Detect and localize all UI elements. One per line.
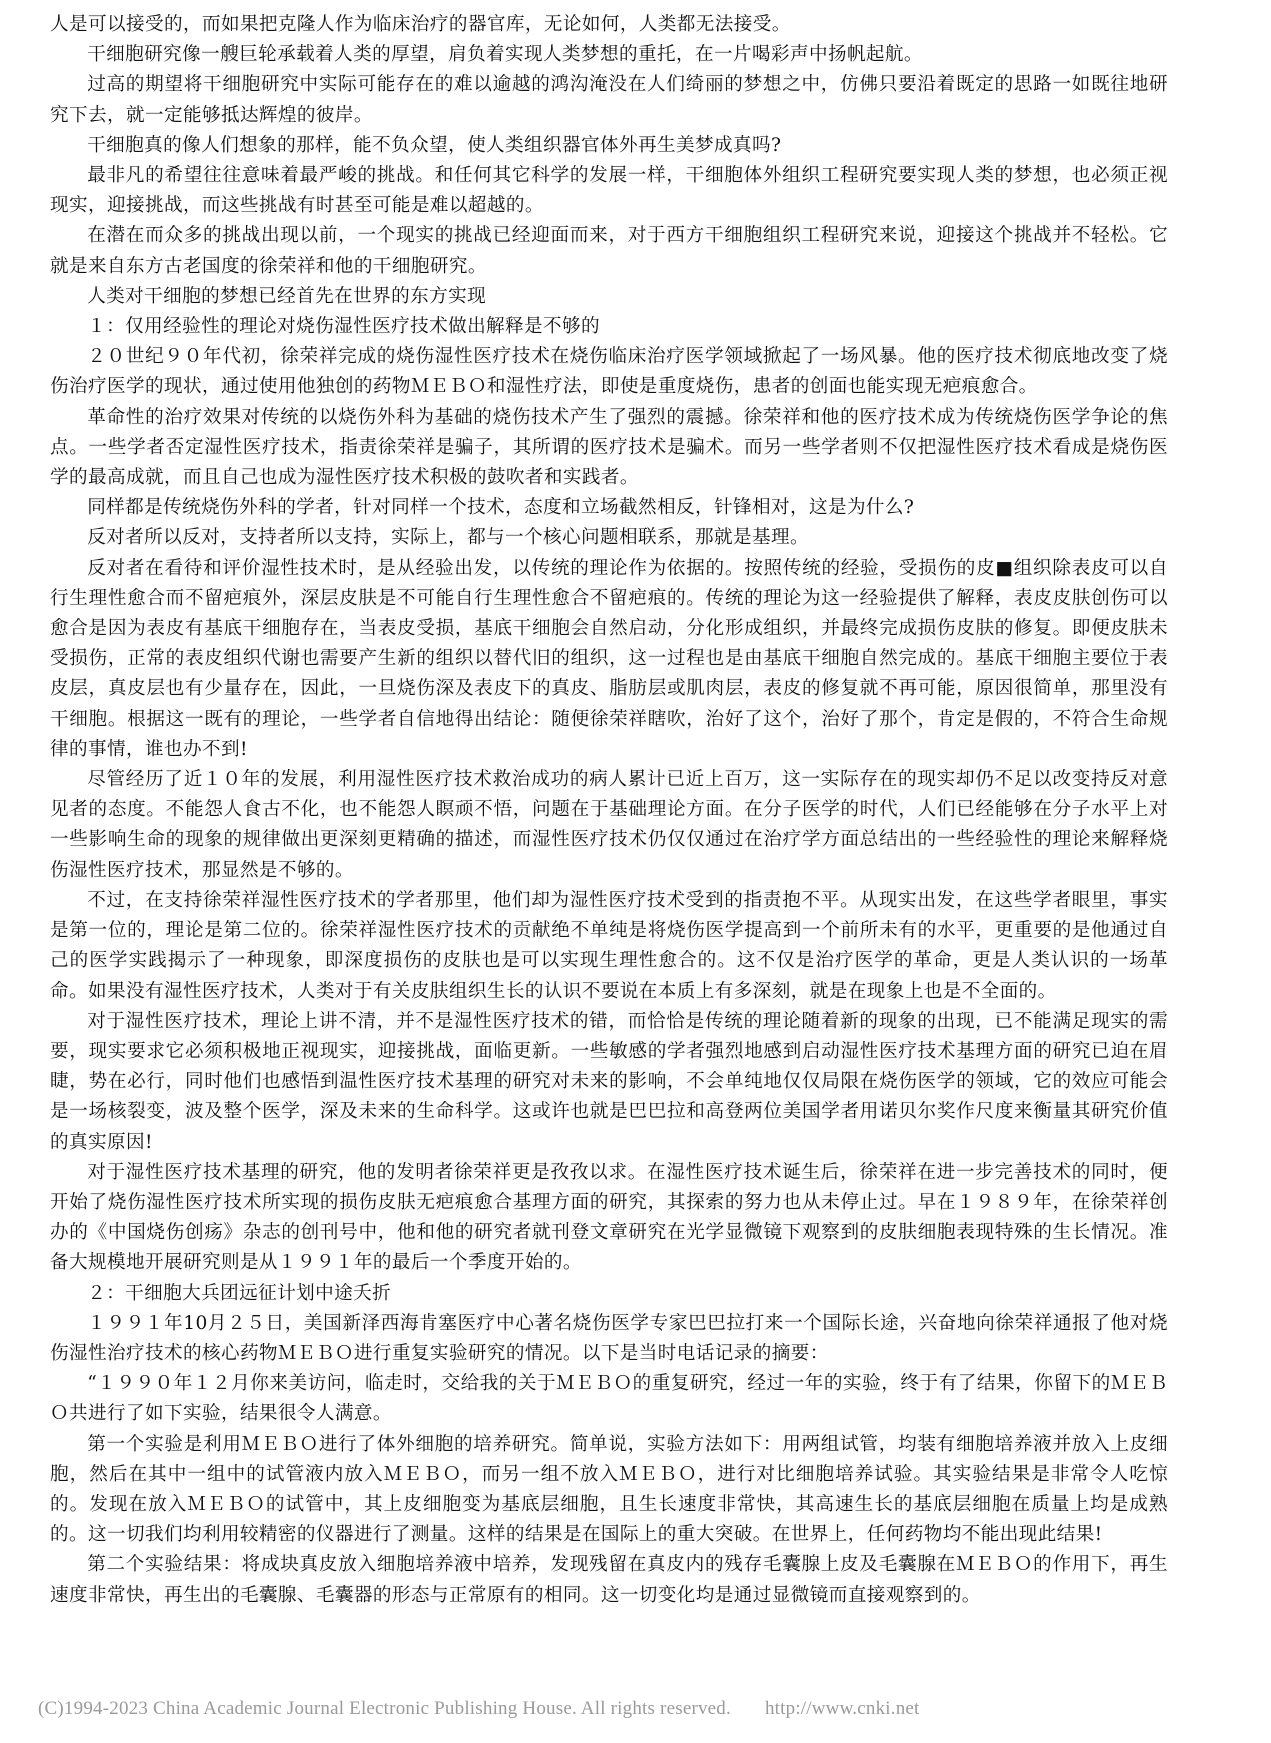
footer-url: http://www.cnki.net [764,1698,920,1719]
paragraph: 同样都是传统烧伤外科的学者，针对同样一个技术，态度和立场截然相反，针锋相对，这是为什么? [87,497,915,519]
paragraph: 革命性的治疗效果对传统的以烧伤外科为基础的烧伤技术产生了强烈的震撼。徐荣祥和他的医疗技术成为传统烧伤医学争论的焦点。一些学者否定湿性医疗技术，指责徐荣祥是骗子，其所谓的医疗技术是骗术。而另一些学者则不仅把湿性医疗技术看成是烧伤医学的最高成就，而且自己也成为湿性医疗技术积极的鼓吹者和实践者。 [50,406,1168,489]
article-body [50,10,1168,1611]
section-heading: 人类对干细胞的梦想已经首先在世界的东方实现 [87,285,487,307]
paragraph: 不过，在支持徐荣祥湿性医疗技术的学者那里，他们却为湿性医疗技术受到的指责抱不平。从现实出发，在这些学者眼里，事实是第一位的，理论是第二位的。徐荣祥湿性医疗技术的贡献绝不单纯是将烧伤医学提高到一个前所未有的水平，更重要的是他通过自己的医学实践揭示了一种现象，即深度损伤的皮肤也是可以实现生理性愈合的。这不仅是治疗医学的革命，更是人类认识的一场革命。如果没有湿性医疗技术，人类对于有关皮肤组织生长的认识不要说在本质上有多深刻，就是在现象上也是不全面的。 [50,889,1168,1002]
copyright-text: (C)1994-2023 China Academic Journal Electronic Publishing House. All rights reserved. [38,1698,731,1719]
paragraph: “１９９０年１２月你来美访问，临走时，交给我的关于ＭＥＢＯ的重复研究，经过一年的实验，终于有了结果，你留下的ＭＥＢＯ共进行了如下实验，结果很令人满意。 [50,1373,1168,1425]
subsection-heading: ２：干细胞大兵团远征计划中途夭折 [87,1282,392,1304]
paragraph: 尽管经历了近１０年的发展，利用湿性医疗技术救治成功的病人累计已近上百万，这一实际存在的现实却仍不足以改变持反对意见者的态度。不能怨人食古不化，也不能怨人瞑顽不悟，问题在于基础理论方面。在分子医学的时代，人们已经能够在分子水平上对一些影响生命的现象的规律做出更深刻更精确的描述，而湿性医疗技术仍仅仅通过在治疗学方面总结出的一些经验性的理论来解释烧伤湿性医疗技术，那显然是不够的。 [50,769,1168,881]
paragraph: 第一个实验是利用ＭＥＢＯ进行了体外细胞的培养研究。简单说，实验方法如下：用两组试管，均装有细胞培养液并放入上皮细胞，然后在其中一组中的试管液内放入ＭＥＢＯ，而另一组不放入ＭＥＢＯ，进行对比细胞培养试验。其实验结果是非常令人吃惊的。发现在放入ＭＥＢＯ的试管中，其上皮细胞变为基底层细胞，且生长速度非常快，其高速生长的基底层细胞在质量上均是成熟的。这一切我们均利用较精密的仪器进行了测量。这样的结果是在国际上的重大突破。在世界上，任何药物均不能出现此结果! [50,1433,1168,1546]
paragraph: 对于湿性医疗技术，理论上讲不清，并不是湿性医疗技术的错，而恰恰是传统的理论随着新的现象的出现，已不能满足现实的需要，现实要求它必须积极地正视现实，迎接挑战，面临更新。一些敏感的学者强烈地感到启动湿性医疗技术基理方面的研究已迫在眉睫，势在必行，同时他们也感悟到温性医疗技术基理的研究对未来的影响，不会单纯地仅仅局限在烧伤医学的领域，它的效应可能会是一场核裂变，波及整个医学，深及未来的生命科学。这或许也就是巴巴拉和高登两位美国学者用诺贝尔奖作尺度来衡量其研究价值的真实原因! [50,1010,1168,1153]
paragraph: 干细胞研究像一艘巨轮承载着人类的厚望，肩负着实现人类梦想的重托，在一片喝彩声中扬帆起航。 [87,44,923,66]
paragraph: 第二个实验结果：将成块真皮放入细胞培养液中培养，发现残留在真皮内的残存毛囊腺上皮及毛囊腺在ＭＥＢＯ的作用下，再生速度非常快，再生出的毛囊腺、毛囊器的形态与正常原有的相同。这一切变化均是通过显微镜而直接观察到的。 [50,1554,1168,1606]
paragraph: １９９１年10月２５日，美国新泽西海肯塞医疗中心著名烧伤医学专家巴巴拉打来一个国际长途，兴奋地向徐荣祥通报了他对烧伤湿性治疗技术的核心药物ＭＥＢＯ进行重复实验研究的情况。以下是当时电话记录的摘要： [50,1312,1168,1364]
paragraph: 反对者所以反对，支持者所以支持，实际上，都与一个核心问题相联系，那就是基理。 [87,527,809,549]
paragraph: 反对者在看待和评价湿性技术时，是从经验出发，以传统的理论作为依据的。按照传统的经验，受损伤的皮■组织除表皮可以自行生理性愈合而不留疤痕外，深层皮肤是不可能自行生理性愈合不留疤痕的。传统的理论为这一经验提供了解释，表皮皮肤创伤可以愈合是因为表皮有基底干细胞存在，当表皮受损，基底干细胞会自然启动，分化形成组织，并最终完成损伤皮肤的修复。即便皮肤未受损伤，正常的表皮组织代谢也需要产生新的组织以替代旧的组织，这一过程也是由基底干细胞自然完成的。基底干细胞主要位于表皮层，真皮层也有少量存在，因此，一旦烧伤深及表皮下的真皮、脂肪层或肌肉层，表皮的修复就不再可能，原因很简单，那里没有干细胞。根据这一既有的理论，一些学者自信地得出结论：随便徐荣祥瞎吹，治好了这个，治好了那个，肯定是假的，不符合生命规律的事情，谁也办不到! [50,557,1168,760]
paragraph: 过高的期望将干细胞研究中实际可能存在的难以逾越的鸿沟淹没在人们绮丽的梦想之中，仿佛只要沿着既定的思路一如既往地研究下去，就一定能够抵达辉煌的彼岸。 [50,74,1168,126]
paragraph: 最非凡的希望往往意味着最严峻的挑战。和任何其它科学的发展一样，干细胞体外组织工程研究要实现人类的梦想，也必须正视现实，迎接挑战，而这些挑战有时甚至可能是难以超越的。 [50,165,1168,217]
paragraph: ２０世纪９０年代初，徐荣祥完成的烧伤湿性医疗技术在烧伤临床治疗医学领域掀起了一场风暴。他的医疗技术彻底地改变了烧伤治疗医学的现状，通过使用他独创的药物ＭＥＢＯ和湿性疗法，即使是重度烧伤，患者的创面也能实现无疤痕愈合。 [50,346,1168,398]
copyright-footer [38,1698,1238,1720]
paragraph: 干细胞真的像人们想象的那样，能不负众望，使人类组织器官体外再生美梦成真吗? [87,134,782,156]
paragraph: 对于湿性医疗技术基理的研究，他的发明者徐荣祥更是孜孜以求。在湿性医疗技术诞生后，徐荣祥在进一步完善技术的同时，便开始了烧伤湿性医疗技术所实现的损伤皮肤无疤痕愈合基理方面的研究，其探索的努力也从未停止过。早在１９８９年，在徐荣祥创办的《中国烧伤创疡》杂志的创刊号中，他和他的研究者就刊登文章研究在光学显微镜下观察到的皮肤细胞表现特殊的生长情况。准备大规模地开展研究则是从１９９１年的最后一个季度开始的。 [50,1161,1168,1274]
paragraph: 人是可以接受的，而如果把克隆人作为临床治疗的器官库，无论如何，人类都无法接受。 [50,14,791,35]
paragraph: 在潜在而众多的挑战出现以前，一个现实的挑战已经迎面而来，对于西方干细胞组织工程研究来说，迎接这个挑战并不轻松。它就是来自东方古老国度的徐荣祥和他的干细胞研究。 [50,225,1168,277]
subsection-heading: １：仅用经验性的理论对烧伤湿性医疗技术做出解释是不够的 [87,316,601,338]
